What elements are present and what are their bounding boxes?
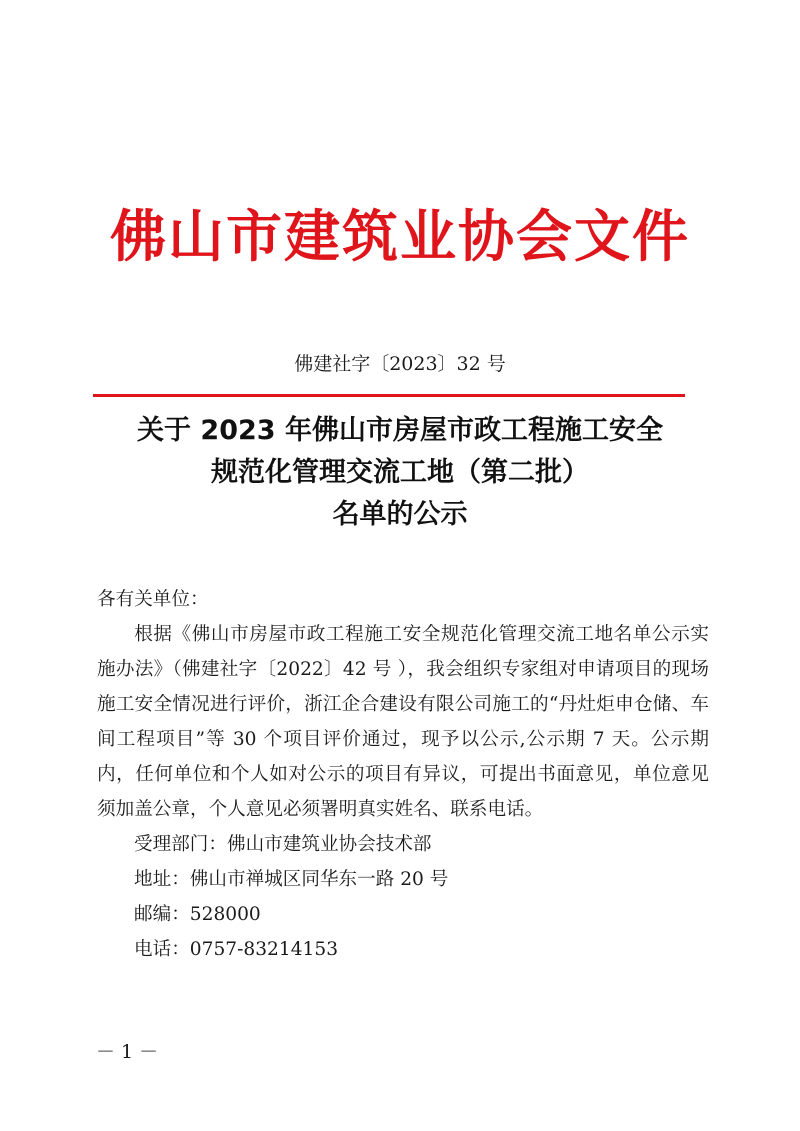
contact-postcode: 邮编：528000 <box>134 904 261 925</box>
organization-title: 佛山市建筑业协会文件 <box>110 205 690 270</box>
red-divider-line <box>93 394 685 397</box>
notice-title-line-1: 关于 2023 年佛山市房屋市政工程施工安全 <box>137 415 663 446</box>
notice-body <box>97 582 709 967</box>
main-paragraph: 根据《佛山市房屋市政工程施工安全规范化管理交流工地名单公示实施办法》（佛建社字〔2022〕42 号 ），我会组织专家组对申请项目的现场施工安全情况进行评价，浙江企合建设有限公司施工的“丹灶炬申仓储、车间工程项目”等 30 个项目评价通过，现予以公示,公示期 7 天。公示期内，任何单位和个人如对公示的项目有异议，可提出书面意见，单位意见须加盖公章，个人意见必须署明真实姓名、联系电话。 <box>97 624 709 820</box>
notice-title <box>0 410 800 536</box>
document-number: 佛建社字〔2023〕32 号 <box>294 353 506 375</box>
page-number: － 1 － <box>96 1041 159 1063</box>
salutation: 各有关单位： <box>97 589 209 610</box>
contact-department: 受理部门：佛山市建筑业协会技术部 <box>134 834 432 855</box>
notice-title-line-2: 规范化管理交流工地（第二批） <box>211 457 589 488</box>
notice-title-line-3: 名单的公示 <box>332 499 468 530</box>
contact-phone: 电话：0757-83214153 <box>134 939 339 960</box>
contact-address: 地址：佛山市禅城区同华东一路 20 号 <box>134 869 449 890</box>
